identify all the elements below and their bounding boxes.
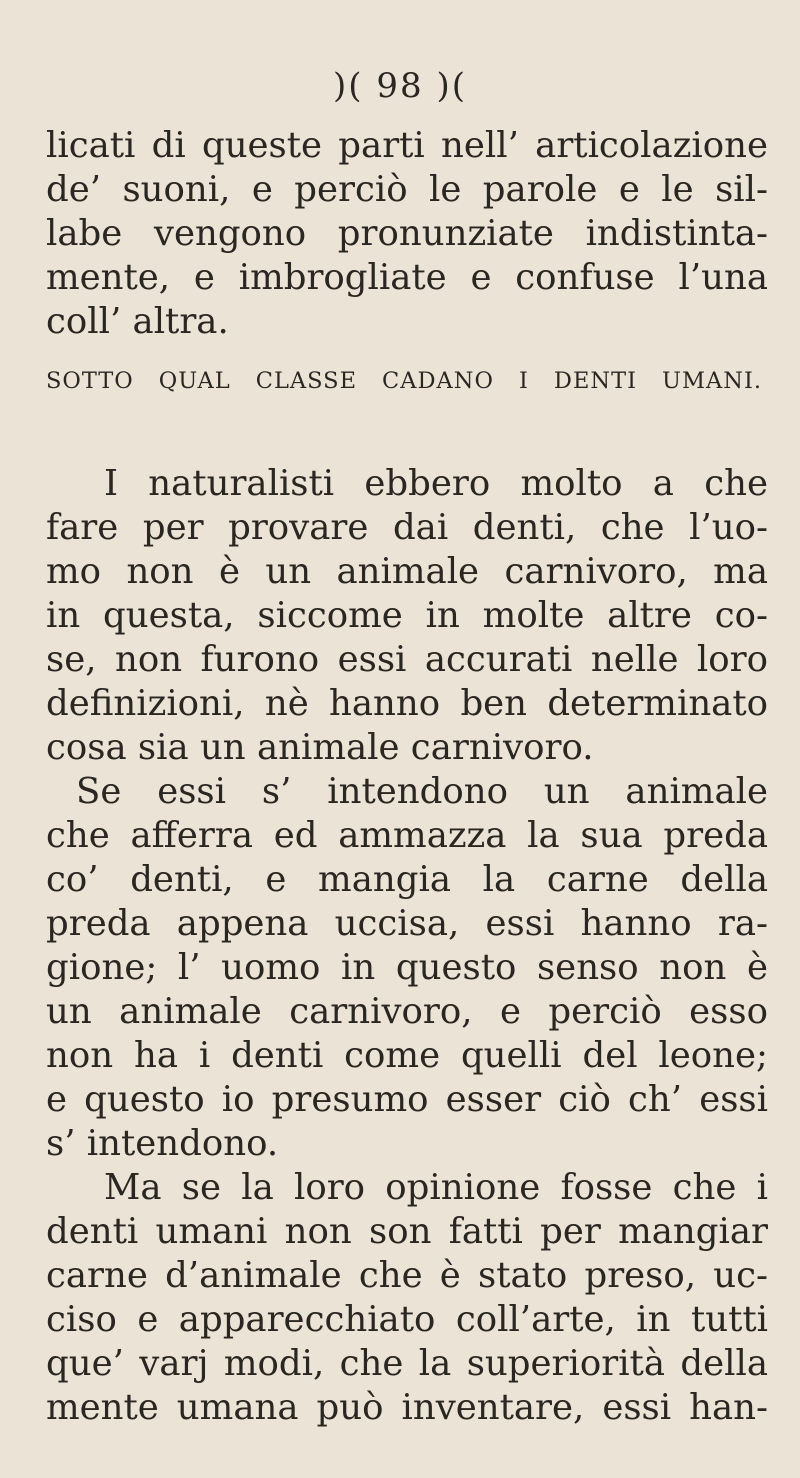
text-line: Se essi s’ intendono un animale — [76, 771, 768, 812]
text-line: mente, e imbrogliate e confuse l’una — [46, 257, 768, 298]
text-line: mente umana può inventare, essi han- — [46, 1387, 768, 1428]
text-line: Ma se la loro opinione fosse che i — [104, 1167, 768, 1208]
text-line: fare per provare dai denti, che l’uo- — [46, 507, 768, 548]
page-number-header: )( 98 )( — [333, 66, 467, 106]
text-line: gione; l’ uomo in questo senso non è — [46, 947, 768, 988]
text-line: un animale carnivoro, e perciò esso — [46, 991, 768, 1032]
text-line: e questo io presumo esser ciò ch’ essi — [46, 1079, 768, 1120]
text-line: in questa, siccome in molte altre co- — [46, 595, 768, 636]
text-line: preda appena uccisa, essi hanno ra- — [46, 903, 768, 944]
text-line: labe vengono pronunziate indistinta- — [46, 213, 768, 254]
text-line: ciso e apparecchiato coll’arte, in tutti — [46, 1299, 768, 1340]
text-line: que’ varj modi, che la superiorità della — [46, 1343, 768, 1384]
section-heading: SOTTO QUAL CLASSE CADANO I DENTI UMANI. — [46, 368, 762, 394]
text-line: coll’ altra. — [46, 301, 229, 342]
text-line: de’ suoni, e perciò le parole e le sil- — [46, 169, 768, 210]
text-line: cosa sia un animale carnivoro. — [46, 727, 594, 768]
text-line: denti umani non son fatti per mangiar — [46, 1211, 768, 1252]
text-line: s’ intendono. — [46, 1123, 279, 1164]
text-line: carne d’animale che è stato preso, uc- — [46, 1255, 768, 1296]
text-line: non ha i denti come quelli del leone; — [46, 1035, 768, 1076]
text-line: che afferra ed ammazza la sua preda — [46, 815, 768, 856]
text-line: se, non furono essi accurati nelle loro — [46, 639, 768, 680]
text-line: co’ denti, e mangia la carne della — [46, 859, 768, 900]
text-line: mo non è un animale carnivoro, ma — [46, 551, 768, 592]
text-line: licati di queste parti nell’ articolazione — [46, 125, 768, 166]
text-line: I naturalisti ebbero molto a che — [104, 463, 768, 504]
text-line: definizioni, nè hanno ben determinato — [46, 683, 768, 724]
